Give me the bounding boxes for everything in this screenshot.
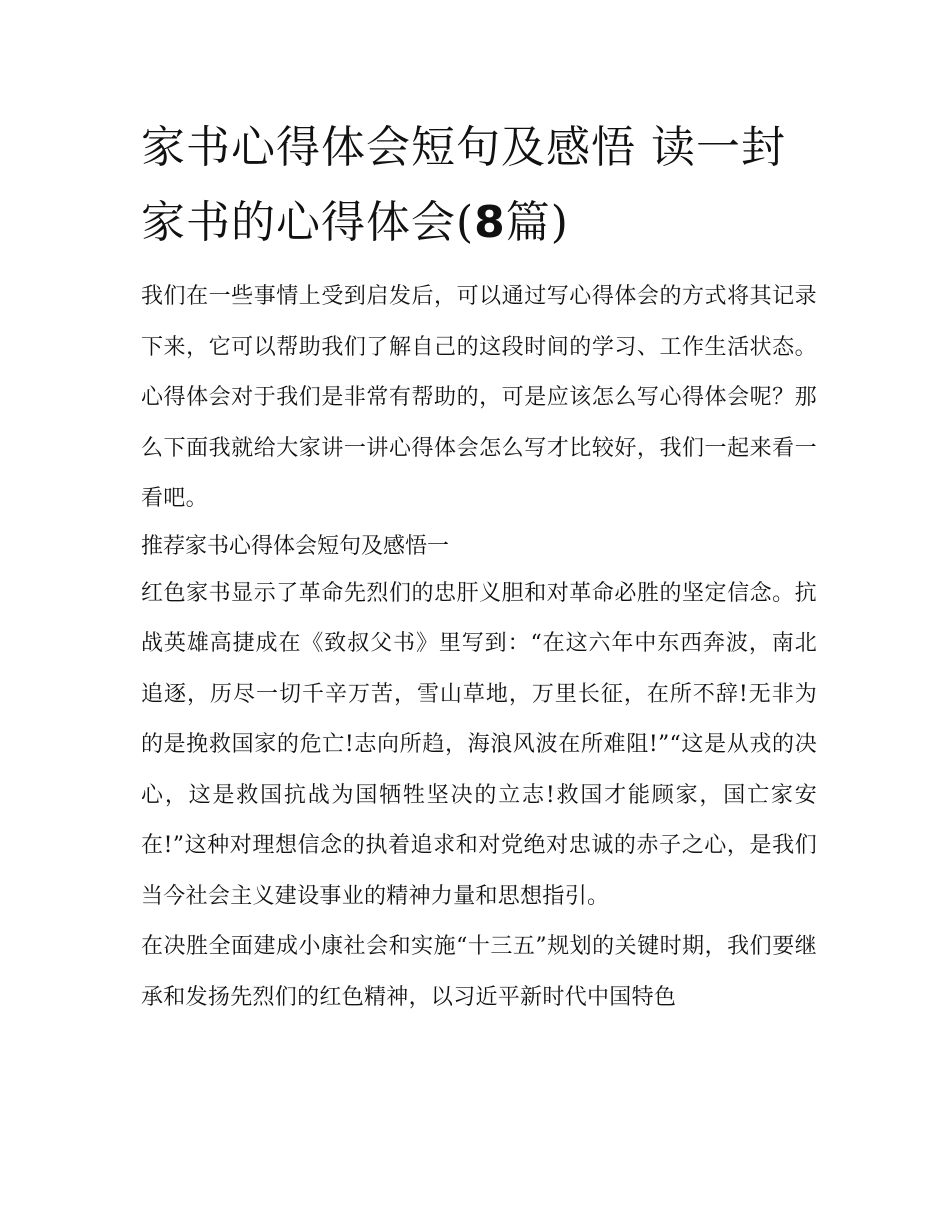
document-body — [141, 110, 817, 1023]
document-title — [141, 110, 817, 260]
body-paragraph: 红色家书显示了革命先烈们的忠肝义胆和对革命必胜的坚定信念。抗战英雄高捷成在《致叔父书》里写到：“在这六年中东西奔波，南北追逐，历尽一切千辛万苦，雪山草地，万里长征，在所不辞!无非为的是挽救国家的危亡!志向所趋，海浪风波在所难阻!”“这是从戎的决心，这是救国抗战为国牺牲坚决的立志!救国才能顾家，国亡家安在!”这种对理想信念的执着追求和对党绝对忠诚的赤子之心，是我们当今社会主义建设事业的精神力量和思想指引。 — [141, 580, 817, 909]
title-text-part2: 篇) — [505, 197, 569, 248]
body-paragraph: 在决胜全面建成小康社会和实施“十三五”规划的关键时期，我们要继承和发扬先烈们的红色精神，以习近平新时代中国特色 — [141, 934, 817, 1010]
section-heading: 推荐家书心得体会短句及感悟一 — [141, 533, 450, 559]
intro-paragraph: 我们在一些事情上受到启发后，可以通过写心得体会的方式将其记录下来，它可以帮助我们了解自己的这段时间的学习、工作生活状态。心得体会对于我们是非常有帮助的，可是应该怎么写心得体会呢？那么下面我就给大家讲一讲心得体会怎么写才比较好，我们一起来看一看吧。 — [141, 284, 817, 511]
title-text-part1: 家书心得体会短句及感悟 读一封家书的心得体会( — [141, 122, 786, 248]
title-text-bold: 8 — [474, 197, 506, 248]
